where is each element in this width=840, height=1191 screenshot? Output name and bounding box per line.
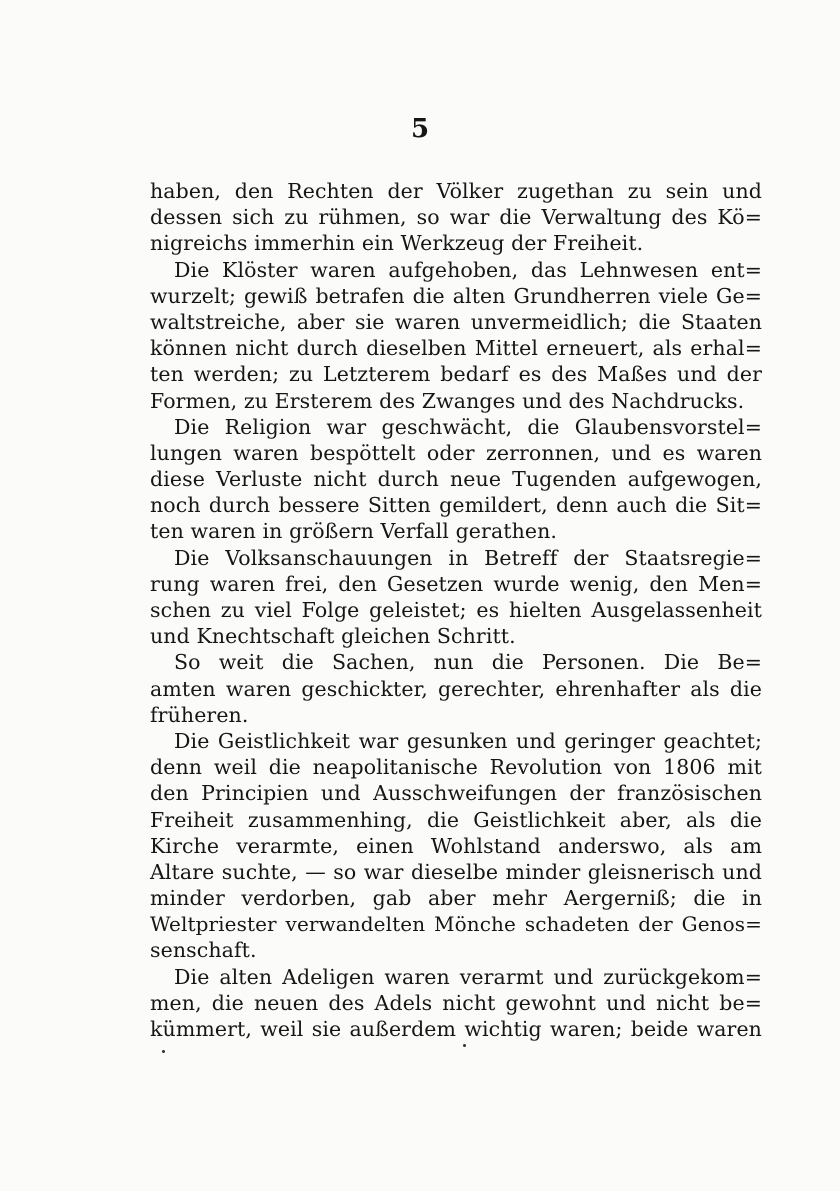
text-line: ten waren in größern Verfall gerathen.: [150, 519, 558, 544]
text-line: Die Klöster waren aufgehoben, das Lehnwesen ent=: [174, 257, 762, 282]
text-line: senschaft.: [150, 938, 257, 963]
text-line: haben, den Rechten der Völker zugethan zu sein und: [150, 179, 762, 203]
text-line: amten waren geschickter, gerechter, ehrenhafter als die: [150, 676, 762, 701]
text-line: rung waren frei, den Gesetzen wurde wenig, den Men=: [150, 571, 762, 596]
page-number: 5: [410, 114, 430, 144]
text-line: dessen sich zu rühmen, so war die Verwaltung des Kö=: [150, 205, 762, 230]
text-line: Freiheit zusammenhing, die Geistlichkeit aber, als die: [150, 807, 762, 832]
text-line: Weltpriester verwandelten Mönche schadeten der Genos=: [150, 912, 762, 937]
text-line: Altare suchte, — so war dieselbe minder gleisnerisch und: [150, 859, 762, 884]
body-text: [150, 178, 762, 1042]
text-line: kümmert, weil sie außerdem wichtig waren; beide waren: [150, 1017, 762, 1041]
text-line: Die Religion war geschwächt, die Glaubensvorstel=: [174, 414, 762, 439]
text-line: men, die neuen des Adels nicht gewohnt und nicht be=: [150, 990, 762, 1015]
print-speck: [463, 1044, 466, 1047]
text-line: können nicht durch dieselben Mittel erneuert, als erhal=: [150, 336, 762, 361]
text-line: Die alten Adeligen waren verarmt und zurückgekom=: [174, 964, 762, 989]
text-line: minder verdorben, gab aber mehr Aergerniß; die in: [150, 886, 762, 911]
text-line: Formen, zu Ersterem des Zwanges und des Nachdrucks.: [150, 388, 745, 413]
text-line: diese Verluste nicht durch neue Tugenden aufgewogen,: [150, 467, 762, 492]
text-line: lungen waren bespöttelt oder zerronnen, und es waren: [150, 440, 762, 465]
text-line: ten werden; zu Letzterem bedarf es des Maßes und der: [150, 362, 762, 387]
text-line: den Principien und Ausschweifungen der französischen: [150, 781, 762, 806]
print-speck: [162, 1050, 165, 1053]
text-line: noch durch bessere Sitten gemildert, denn auch die Sit=: [150, 493, 762, 518]
text-line: Kirche verarmte, einen Wohlstand anderswo, als am: [150, 833, 762, 858]
text-line: denn weil die neapolitanische Revolution von 1806 mit: [150, 755, 762, 780]
text-line: wurzelt; gewiß betrafen die alten Grundherren viele Ge=: [150, 283, 762, 308]
text-line: und Knechtschaft gleichen Schritt.: [150, 624, 516, 649]
text-line: So weit die Sachen, nun die Personen. Die Be=: [174, 650, 762, 675]
text-line: Die Volksanschauungen in Betreff der Staatsregie=: [174, 545, 762, 570]
text-line: schen zu viel Folge geleistet; es hielten Ausgelassenheit: [150, 598, 762, 622]
text-line: nigreichs immerhin ein Werkzeug der Freiheit.: [150, 231, 644, 256]
text-line: früheren.: [150, 702, 249, 727]
text-line: Die Geistlichkeit war gesunken und geringer geachtet;: [174, 728, 762, 753]
text-line: waltstreiche, aber sie waren unvermeidlich; die Staaten: [150, 309, 762, 334]
